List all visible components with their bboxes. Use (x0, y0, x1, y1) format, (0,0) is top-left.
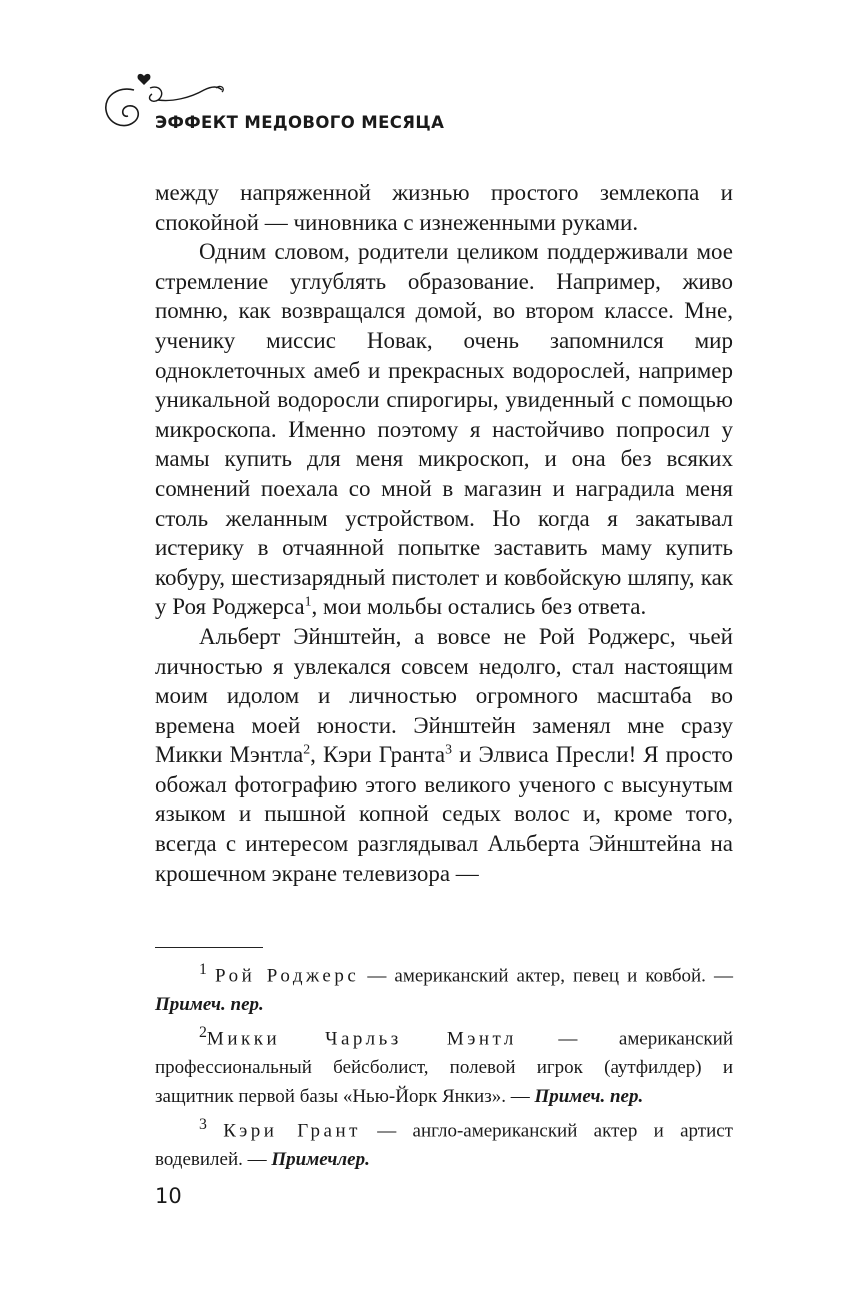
page-number: 10 (155, 1184, 182, 1208)
footnote-1-term: Рой Роджерс (214, 965, 360, 987)
footnote-divider (155, 947, 263, 948)
footnote-ref-3: 3 (445, 741, 453, 757)
footnote-ref-1: 1 (304, 593, 312, 609)
paragraph-3 (155, 622, 733, 888)
main-text (155, 178, 733, 888)
footnote-2-text: — американский профессиональный бейсболист, полевой игрок (аутфилдер) и защитник первой базы «Нью-Йорк Янкиз». — (155, 1028, 733, 1107)
paragraph-3-text-c: и Элвиса Пресли! Я просто обожал фотографию этого великого ученого с высунутым языком и пышной копной седых волос и, кроме того, всегда с интересом разглядывал Альберта Эйнштейна на крошечном экране телевизора — (155, 742, 734, 886)
footnote-3-text: — англо-американский актер и артист водевилей. — (155, 1120, 733, 1170)
footnote-1-text: — американский актер, певец и ковбой. — (359, 965, 733, 987)
footnote-2-term: Микки Чарльз Мэнтл (206, 1028, 517, 1050)
paragraph-3-text-a: Альберт Эйнштейн, а вовсе не Рой Роджерс, чьей личностью я увлекался совсем недолго, стал настоящим моим идолом и личностью огромного масштаба во времена моей юности. Эйнштейн заменял мне сразу Микки Мэнтла (155, 623, 733, 768)
footnote-3 (155, 1111, 733, 1174)
footnote-ref-2: 2 (303, 741, 311, 757)
footnote-2 (155, 1019, 733, 1111)
running-header-title: ЭФФЕКТ МЕДОВОГО МЕСЯЦА (155, 113, 445, 132)
paragraph-2-end: , мои мольбы остались без ответа. (311, 594, 647, 620)
paragraph-1-text: между напряженной жизнью простого землекопа и спокойной — чиновника с изнеженными руками. (155, 180, 733, 235)
paragraph-3-text-b: , Кэри Гранта (310, 742, 446, 768)
paragraph-2-text: Одним словом, родители целиком поддерживали мое стремление углублять образование. Например, живо помню, как возвращался домой, во втором классе. Мне, ученику миссис Новак, очень запомнился мир одноклеточных амеб и прекрасных водорослей, например уникальной водоросли спирогиры, увиденный с помощью микроскопа. Именно поэтому я настойчиво попросил у мамы купить для меня микроскоп, и она без всяких сомнений поехала со мной в магазин и наградила меня столь желанным устройством. Но когда я закатывал истерику в отчаянной попытке заставить маму купить кобуру, шестизарядный пистолет и ковбойскую шляпу, как у Роя Роджерса (155, 239, 733, 620)
paragraph-1 (155, 178, 733, 237)
footnote-1-note: Примеч. пер. (155, 993, 264, 1015)
footnote-3-note: Примечлер. (271, 1148, 370, 1170)
paragraph-2 (155, 237, 733, 622)
footnote-2-number: 2 (199, 1024, 207, 1042)
footnotes (155, 956, 733, 1174)
footnote-3-term: Кэри Грант (223, 1120, 361, 1142)
footnote-2-note: Примеч. пер. (534, 1085, 644, 1107)
footnote-1 (155, 956, 733, 1019)
footnote-3-number: 3 (199, 1116, 207, 1134)
footnote-1-number: 1 (199, 961, 207, 978)
